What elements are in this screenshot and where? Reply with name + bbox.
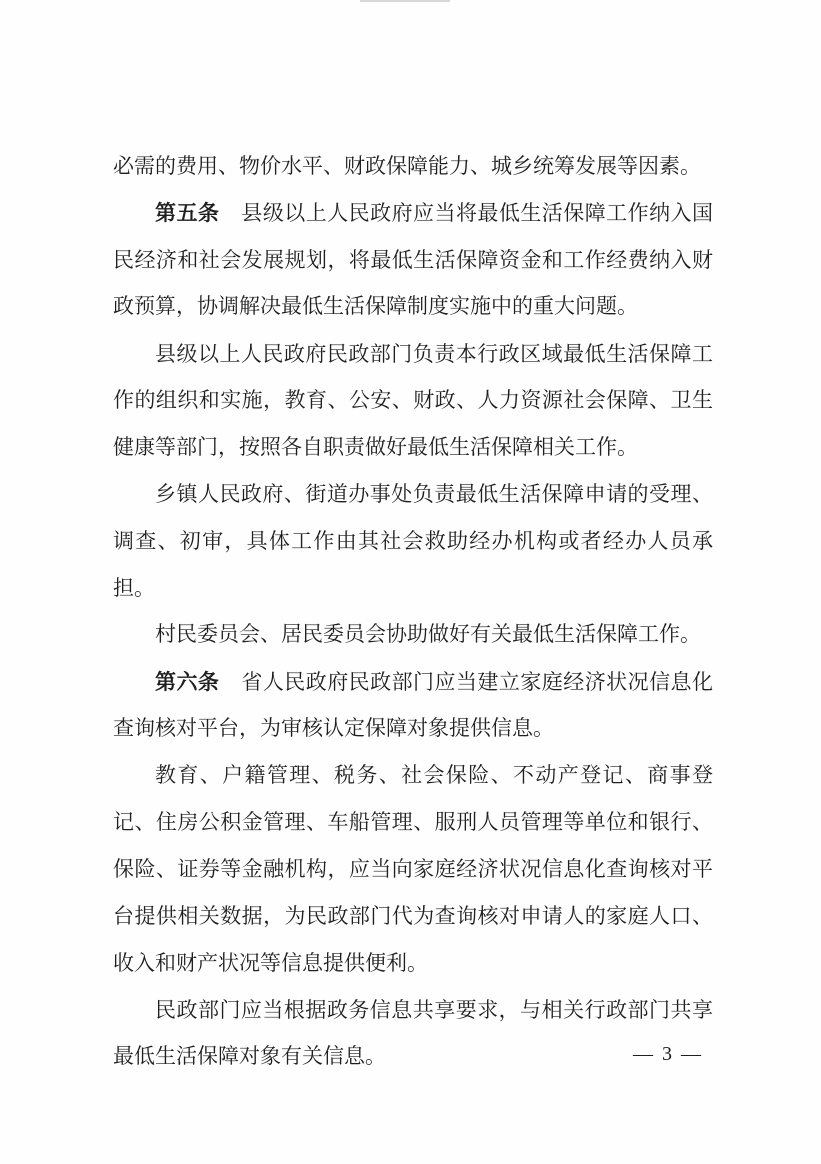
text-line <box>113 708 713 748</box>
page-number: — 3 — <box>633 1043 703 1065</box>
line-text: 保险、证券等金融机构，应当向家庭经济状况信息化查询核对平 <box>113 857 713 881</box>
text-line <box>155 990 713 1030</box>
line-text: 最低生活保障对象有关信息。 <box>113 1044 386 1068</box>
article-heading: 第六条 <box>155 670 220 694</box>
text-line <box>113 1036 713 1076</box>
line-text: 台提供相关数据，为民政部门代为查询核对申请人的家庭人口、 <box>113 904 713 928</box>
line-text: 民政部门应当根据政务信息共享要求，与相关行政部门共享 <box>155 998 713 1022</box>
article-six-line <box>155 662 713 702</box>
line-text: 健康等部门，按照各自职责做好最低生活保障相关工作。 <box>113 435 638 459</box>
line-text: 乡镇人民政府、街道办事处负责最低生活保障申请的受理、 <box>155 482 713 506</box>
line-text: 民经济和社会发展规划，将最低生活保障资金和工作经费纳入财 <box>113 248 713 272</box>
line-text: 县级以上人民政府民政部门负责本行政区域最低生活保障工 <box>155 342 713 366</box>
text-line <box>155 614 713 654</box>
article-five-line <box>155 193 713 233</box>
text-line <box>113 802 713 842</box>
text-line <box>155 474 713 514</box>
article-heading: 第五条 <box>155 201 220 225</box>
text-line <box>113 849 713 889</box>
line-text: 村民委员会、居民委员会协助做好有关最低生活保障工作。 <box>155 622 701 646</box>
line-text: 担。 <box>113 576 155 600</box>
line-text: 县级以上人民政府应当将最低生活保障工作纳入国 <box>241 201 713 225</box>
text-line <box>113 427 713 467</box>
line-text: 查询核对平台，为审核认定保障对象提供信息。 <box>113 716 554 740</box>
line-text: 记、住房公积金管理、车船管理、服刑人员管理等单位和银行、 <box>113 810 713 834</box>
line-text: 必需的费用、物价水平、财政保障能力、城乡统筹发展等因素。 <box>113 154 701 178</box>
text-line <box>113 568 713 608</box>
line-text: 政预算，协调解决最低生活保障制度实施中的重大问题。 <box>113 294 638 318</box>
text-line <box>113 240 713 280</box>
text-line <box>113 286 713 326</box>
line-text: 调查、初审，具体工作由其社会救助经办机构或者经办人员承 <box>113 529 713 553</box>
text-line <box>113 943 713 983</box>
line-text: 省人民政府民政部门应当建立家庭经济状况信息化 <box>241 670 713 694</box>
scan-artifact <box>360 0 450 2</box>
text-line <box>113 380 713 420</box>
text-line <box>155 334 713 374</box>
line-text: 作的组织和实施，教育、公安、财政、人力资源社会保障、卫生 <box>113 388 713 412</box>
line-text: 教育、户籍管理、税务、社会保险、不动产登记、商事登 <box>155 763 713 787</box>
text-line <box>113 521 713 561</box>
text-line <box>113 146 713 186</box>
text-line <box>155 755 713 795</box>
text-line <box>113 896 713 936</box>
line-text: 收入和财产状况等信息提供便利。 <box>113 951 428 975</box>
